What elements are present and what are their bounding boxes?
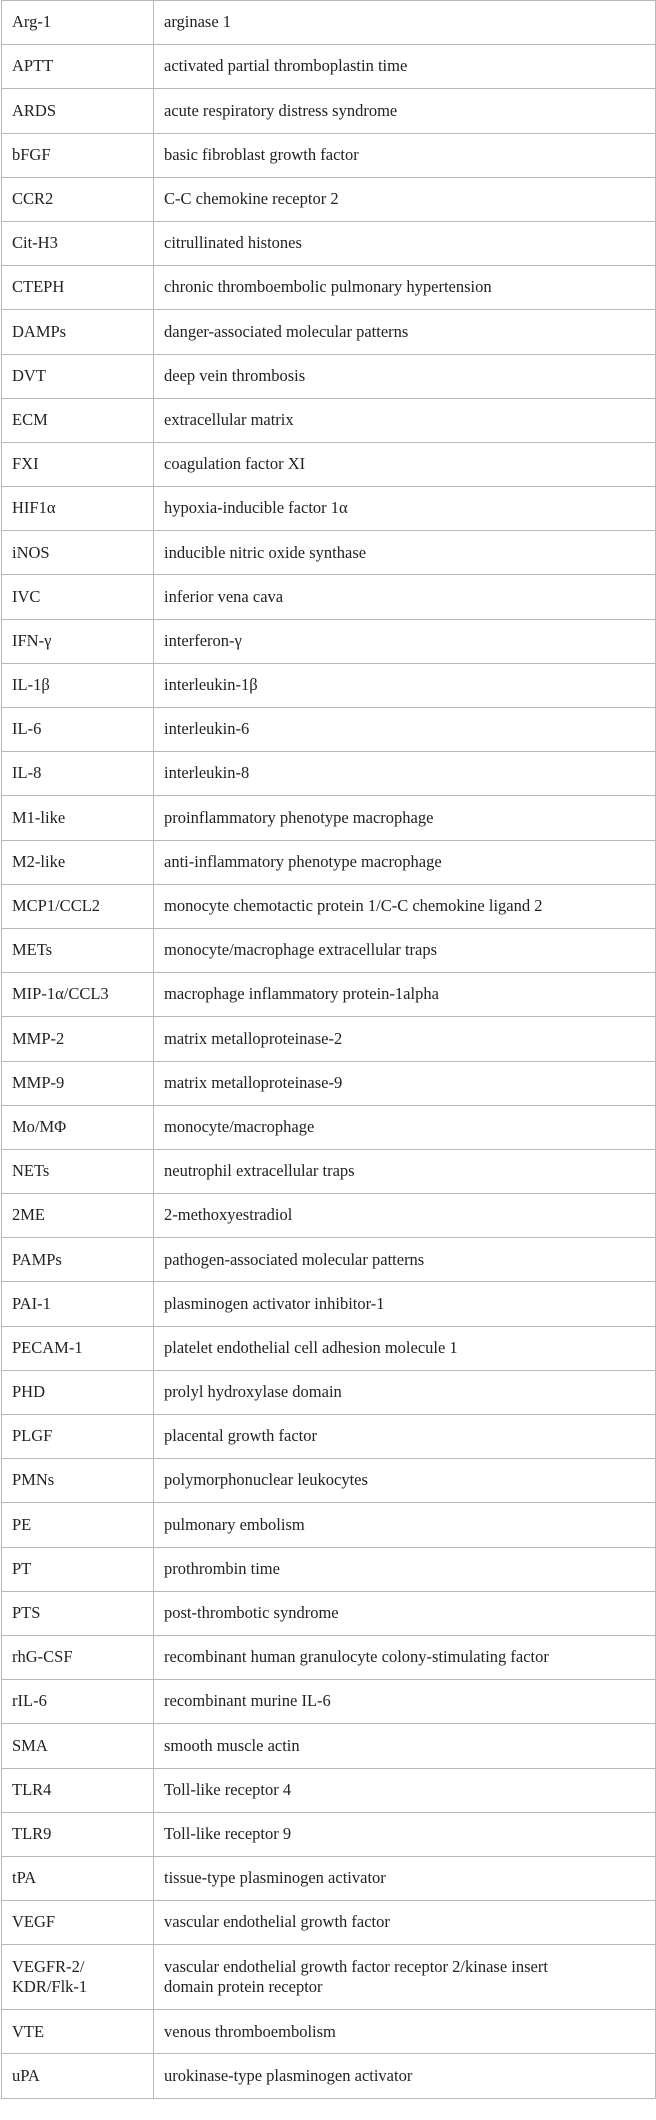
table-row [2,1591,656,1635]
definition-cell: chronic thromboembolic pulmonary hypertension [154,266,656,310]
abbreviation-cell: Arg-1 [2,1,154,45]
abbreviations-table-body [2,1,656,2099]
abbreviation-cell: FXI [2,442,154,486]
abbreviation-cell: PAI-1 [2,1282,154,1326]
definition-cell: neutrophil extracellular traps [154,1149,656,1193]
table-row [2,221,656,265]
abbreviation-cell: PTS [2,1591,154,1635]
table-row [2,1,656,45]
definition-cell: plasminogen activator inhibitor-1 [154,1282,656,1326]
table-row [2,1238,656,1282]
definition-cell: venous thromboembolism [154,2010,656,2054]
definition-cell: prolyl hydroxylase domain [154,1370,656,1414]
table-row [2,354,656,398]
abbreviation-cell: TLR4 [2,1768,154,1812]
definition-cell: inducible nitric oxide synthase [154,531,656,575]
definition-cell: monocyte/macrophage extracellular traps [154,928,656,972]
definition-cell: activated partial thromboplastin time [154,45,656,89]
table-row [2,398,656,442]
table-row [2,1370,656,1414]
abbreviation-cell: CCR2 [2,177,154,221]
table-row [2,1326,656,1370]
definition-cell: vascular endothelial growth factor receptor 2/kinase insert domain protein receptor [154,1945,656,2010]
table-row [2,1768,656,1812]
definition-cell: extracellular matrix [154,398,656,442]
table-row [2,487,656,531]
definition-cell: coagulation factor XI [154,442,656,486]
definition-cell: basic fibroblast growth factor [154,133,656,177]
table-row [2,708,656,752]
abbreviation-cell: IL-6 [2,708,154,752]
table-row [2,531,656,575]
abbreviation-cell: PAMPs [2,1238,154,1282]
table-row [2,1680,656,1724]
definition-cell: pathogen-associated molecular patterns [154,1238,656,1282]
table-row [2,1061,656,1105]
definition-cell: Toll-like receptor 4 [154,1768,656,1812]
abbreviation-cell: IFN-γ [2,619,154,663]
definition-cell: platelet endothelial cell adhesion molecule 1 [154,1326,656,1370]
abbreviation-cell: CTEPH [2,266,154,310]
table-row [2,1812,656,1856]
abbreviation-cell: PLGF [2,1415,154,1459]
table-row [2,973,656,1017]
table-row [2,1547,656,1591]
abbreviation-cell: ARDS [2,89,154,133]
table-row [2,133,656,177]
definition-cell: matrix metalloproteinase-9 [154,1061,656,1105]
abbreviation-cell: PHD [2,1370,154,1414]
abbreviation-cell: bFGF [2,133,154,177]
abbreviation-cell: PE [2,1503,154,1547]
definition-cell: interferon-γ [154,619,656,663]
table-row [2,1724,656,1768]
table-row [2,884,656,928]
definition-cell: inferior vena cava [154,575,656,619]
abbreviation-cell: HIF1α [2,487,154,531]
table-row [2,1415,656,1459]
table-row [2,45,656,89]
abbreviation-cell: TLR9 [2,1812,154,1856]
definition-cell: arginase 1 [154,1,656,45]
table-row [2,1856,656,1900]
table-row [2,796,656,840]
definition-cell: polymorphonuclear leukocytes [154,1459,656,1503]
definition-cell: interleukin-6 [154,708,656,752]
table-row [2,619,656,663]
abbreviation-cell: rIL-6 [2,1680,154,1724]
abbreviation-cell: ECM [2,398,154,442]
table-row [2,1105,656,1149]
definition-cell: 2-methoxyestradiol [154,1194,656,1238]
table-row [2,310,656,354]
table-row [2,752,656,796]
abbreviation-cell: Cit-H3 [2,221,154,265]
abbreviation-cell: rhG-CSF [2,1635,154,1679]
abbreviation-cell: VEGFR-2/ KDR/Flk-1 [2,1945,154,2010]
definition-cell: vascular endothelial growth factor [154,1901,656,1945]
abbreviation-cell: DVT [2,354,154,398]
abbreviation-cell: uPA [2,2054,154,2098]
table-row [2,575,656,619]
table-row [2,1282,656,1326]
definition-cell: citrullinated histones [154,221,656,265]
abbreviation-cell: IL-8 [2,752,154,796]
table-row [2,89,656,133]
definition-cell: Toll-like receptor 9 [154,1812,656,1856]
definition-cell: recombinant murine IL-6 [154,1680,656,1724]
abbreviation-cell: PMNs [2,1459,154,1503]
definition-cell: monocyte/macrophage [154,1105,656,1149]
abbreviation-cell: M2-like [2,840,154,884]
definition-cell: recombinant human granulocyte colony-stimulating factor [154,1635,656,1679]
abbreviation-cell: MCP1/CCL2 [2,884,154,928]
table-row [2,1194,656,1238]
abbreviation-cell: METs [2,928,154,972]
table-row [2,1901,656,1945]
abbreviation-cell: 2ME [2,1194,154,1238]
definition-cell: placental growth factor [154,1415,656,1459]
table-row [2,1017,656,1061]
abbreviation-cell: Mo/MΦ [2,1105,154,1149]
abbreviation-cell: SMA [2,1724,154,1768]
definition-cell: proinflammatory phenotype macrophage [154,796,656,840]
abbreviations-table [1,0,656,2099]
definition-cell: deep vein thrombosis [154,354,656,398]
definition-cell: urokinase-type plasminogen activator [154,2054,656,2098]
abbreviation-cell: iNOS [2,531,154,575]
table-row [2,442,656,486]
table-row [2,1503,656,1547]
abbreviation-cell: M1-like [2,796,154,840]
definition-cell: interleukin-1β [154,663,656,707]
abbreviation-cell: DAMPs [2,310,154,354]
definition-cell: interleukin-8 [154,752,656,796]
definition-cell: pulmonary embolism [154,1503,656,1547]
table-row [2,177,656,221]
definition-cell: tissue-type plasminogen activator [154,1856,656,1900]
definition-cell: hypoxia-inducible factor 1α [154,487,656,531]
table-row [2,1149,656,1193]
abbreviation-cell: APTT [2,45,154,89]
table-row [2,928,656,972]
table-row [2,663,656,707]
table-row [2,1459,656,1503]
definition-cell: C-C chemokine receptor 2 [154,177,656,221]
table-row [2,1945,656,2010]
abbreviation-cell: IVC [2,575,154,619]
abbreviation-cell: IL-1β [2,663,154,707]
abbreviation-cell: MIP-1α/CCL3 [2,973,154,1017]
abbreviation-cell: MMP-9 [2,1061,154,1105]
abbreviation-cell: tPA [2,1856,154,1900]
table-row [2,266,656,310]
definition-cell: danger-associated molecular patterns [154,310,656,354]
abbreviation-cell: PT [2,1547,154,1591]
definition-cell: monocyte chemotactic protein 1/C-C chemokine ligand 2 [154,884,656,928]
definition-cell: macrophage inflammatory protein-1alpha [154,973,656,1017]
abbreviation-cell: PECAM-1 [2,1326,154,1370]
table-row [2,2010,656,2054]
abbreviation-cell: VTE [2,2010,154,2054]
table-row [2,840,656,884]
abbreviation-cell: VEGF [2,1901,154,1945]
table-row [2,1635,656,1679]
abbreviation-cell: MMP-2 [2,1017,154,1061]
definition-cell: prothrombin time [154,1547,656,1591]
table-row [2,2054,656,2098]
abbreviation-cell: NETs [2,1149,154,1193]
definition-cell: acute respiratory distress syndrome [154,89,656,133]
definition-cell: matrix metalloproteinase-2 [154,1017,656,1061]
definition-cell: anti-inflammatory phenotype macrophage [154,840,656,884]
definition-cell: post-thrombotic syndrome [154,1591,656,1635]
definition-cell: smooth muscle actin [154,1724,656,1768]
